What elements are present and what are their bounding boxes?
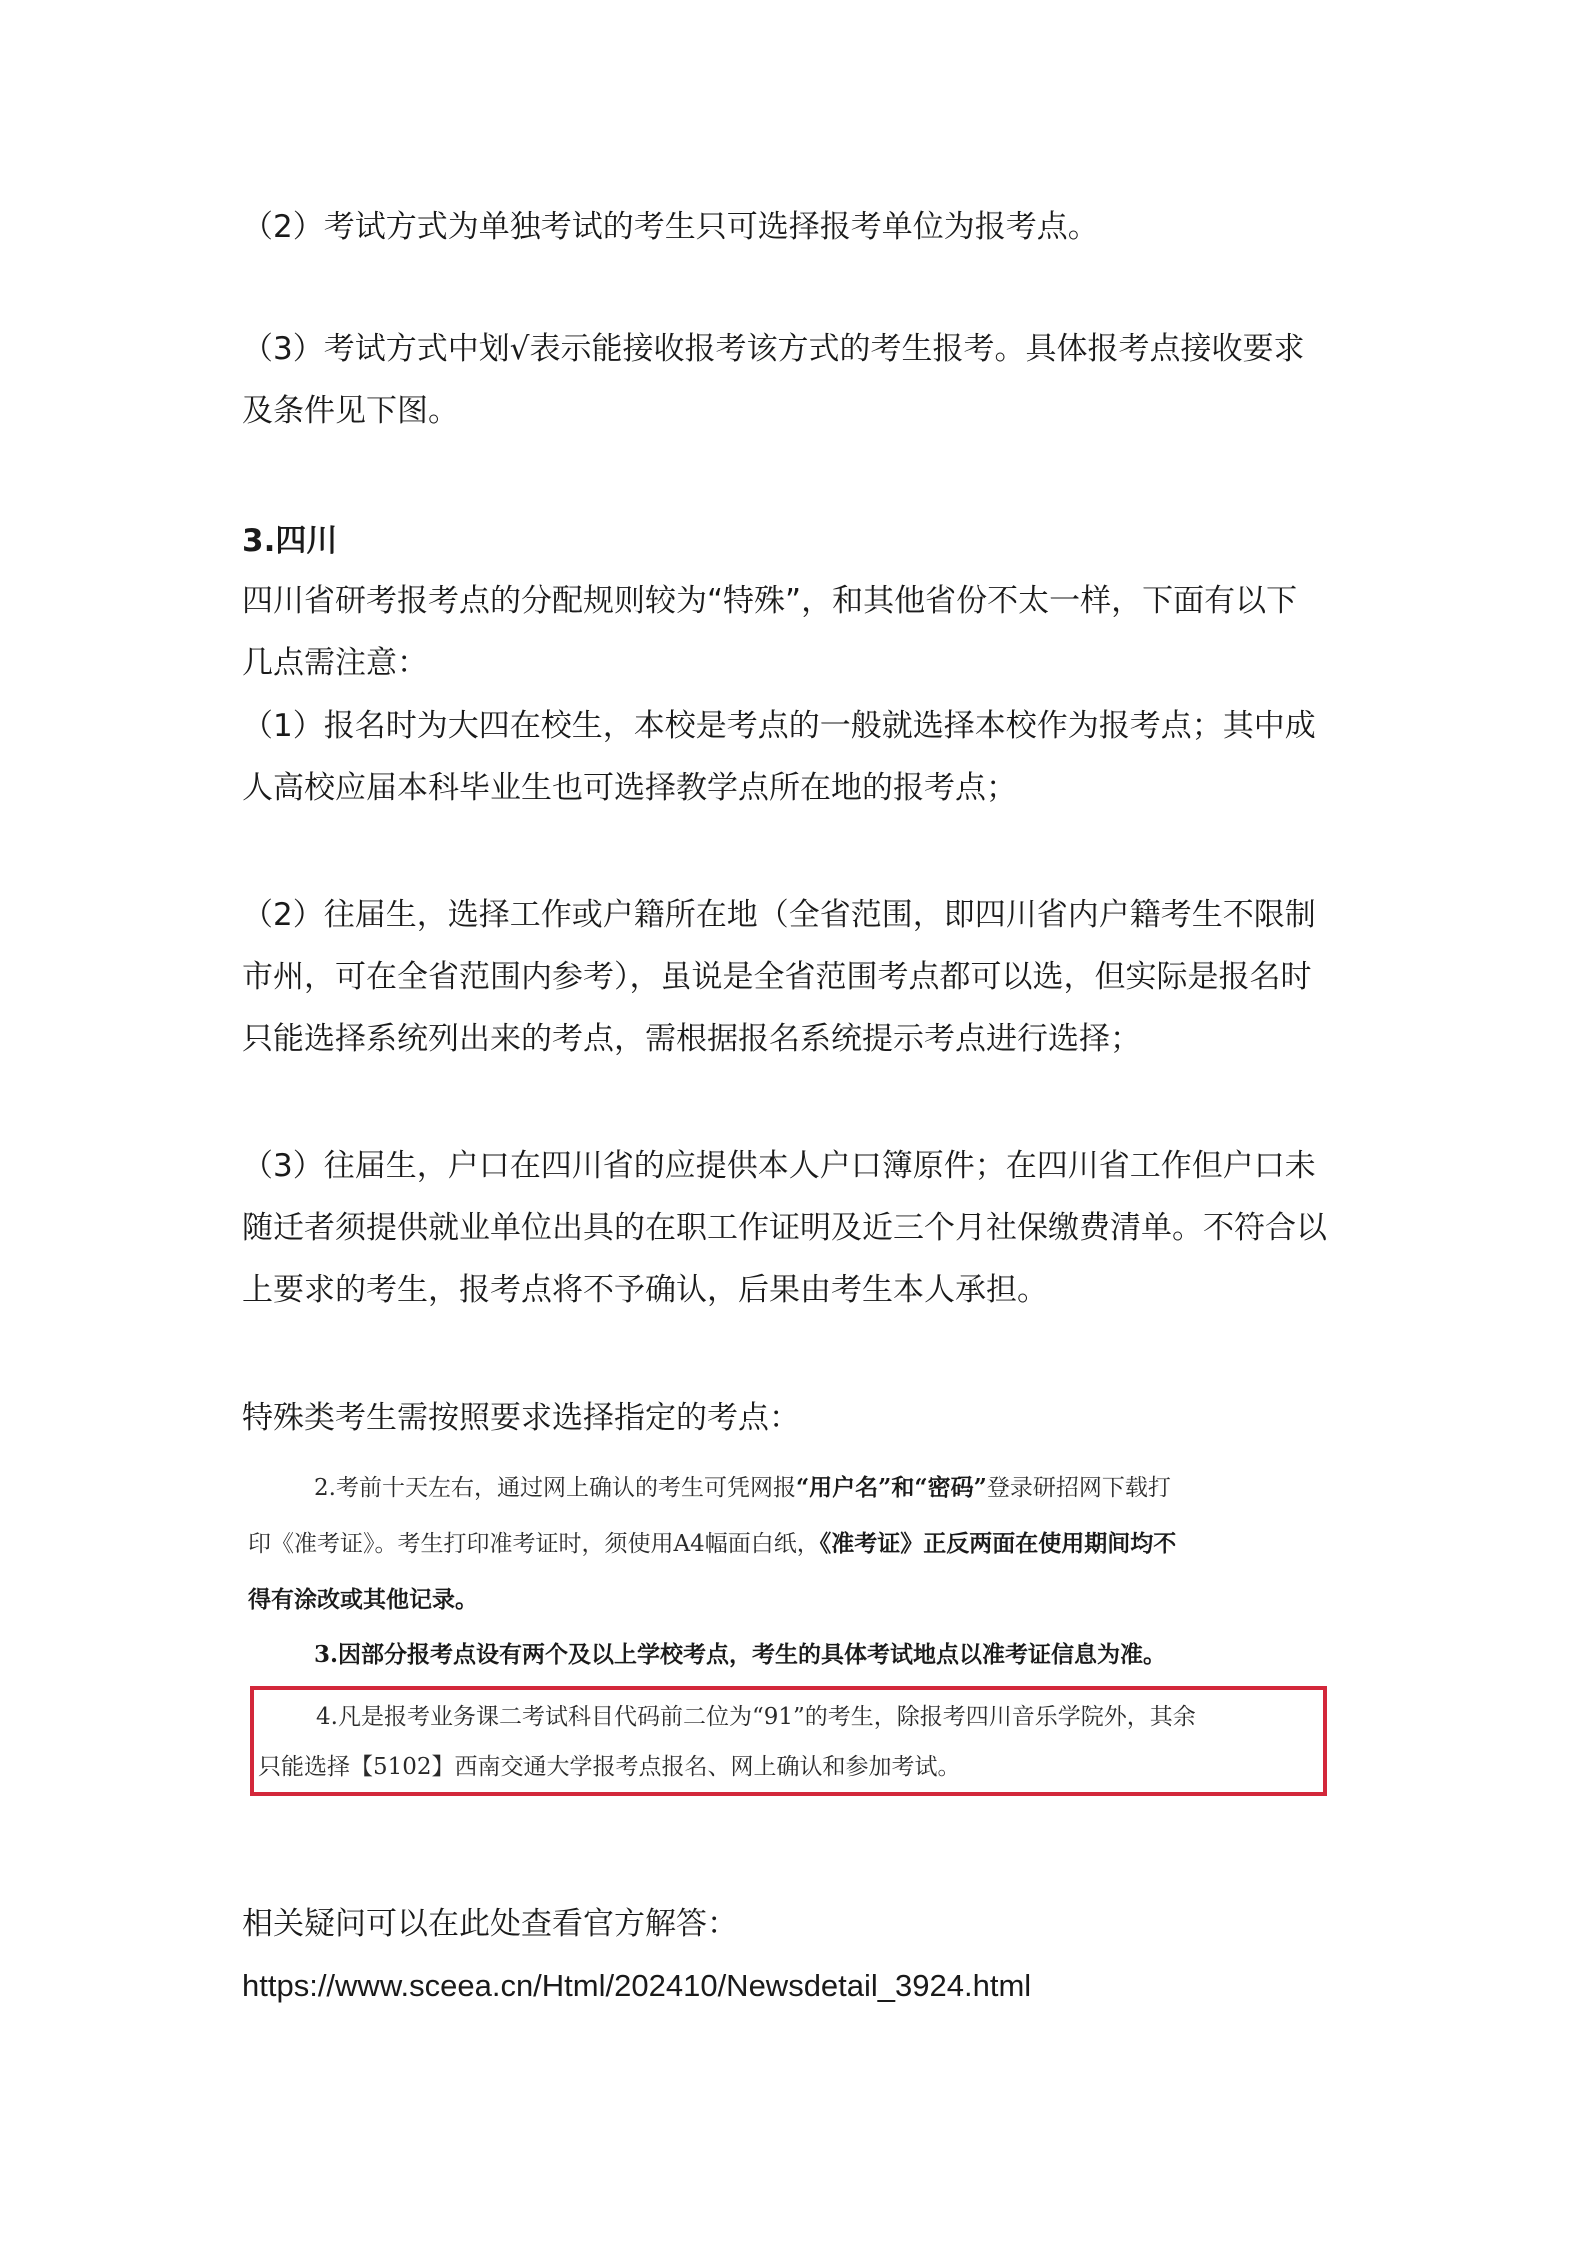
- exam-method-note-2: [242, 196, 1360, 258]
- excerpt-text: 印《准考证》。考生打印准考证时，须使用A4幅面白纸，: [248, 1531, 820, 1557]
- text-line: （1）报名时为大四在校生，本校是考点的一般就选择本校作为报考点；其中成: [242, 708, 1316, 744]
- highlight-box: [250, 1686, 1327, 1796]
- text-line: 只能选择系统列出来的考点，需根据报名系统提示考点进行选择；: [242, 1021, 1141, 1057]
- text-line: （2）往届生，选择工作或户籍所在地（全省范围，即四川省内户籍考生不限制: [242, 897, 1316, 933]
- text-line: （3）考试方式中划√表示能接收报考该方式的考生报考。具体报考点接收要求: [242, 331, 1305, 367]
- faq-label: [242, 1893, 1360, 1955]
- sichuan-rule-1: [242, 695, 1360, 819]
- text-line: 及条件见下图。: [242, 393, 459, 429]
- excerpt-bold-text: “用户名”和“密码”: [795, 1474, 987, 1501]
- excerpt-item-2-line-3: 得有涂改或其他记录。: [248, 1586, 478, 1613]
- excerpt-item-2-line-2: [248, 1516, 1330, 1572]
- excerpt-item-3: 3.因部分报考点设有两个及以上学校考点，考生的具体考试地点以准考证信息为准。: [314, 1641, 1167, 1668]
- sichuan-rule-3: [242, 1135, 1360, 1321]
- special-candidates-note: [242, 1387, 1360, 1449]
- sichuan-intro: [242, 570, 1360, 694]
- text-line: 市州，可在全省范围内参考），虽说是全省范围考点都可以选，但实际是报名时: [242, 959, 1312, 995]
- highlighted-excerpt: [258, 1692, 1196, 1792]
- excerpt-text: 登录研招网下载打: [986, 1475, 1171, 1501]
- text-line: 上要求的考生，报考点将不予确认，后果由考生本人承担。: [242, 1272, 1048, 1308]
- text-line: 四川省研考报考点的分配规则较为“特殊”，和其他省份不太一样，下面有以下: [242, 583, 1298, 619]
- notice-excerpt: [248, 1460, 1330, 1682]
- sichuan-heading: 3.四川: [242, 523, 338, 559]
- text-line: 相关疑问可以在此处查看官方解答：: [242, 1906, 738, 1942]
- sichuan-rule-2: [242, 884, 1360, 1070]
- exam-method-note-3: [242, 318, 1360, 442]
- faq-url: https://www.sceea.cn/Html/202410/Newsdetail_3924.html: [242, 1968, 1032, 2003]
- excerpt-item-2-line-1: [248, 1460, 1330, 1516]
- excerpt-text: 2.考前十天左右，通过网上确认的考生可凭网报: [314, 1475, 796, 1501]
- excerpt-bold-text: 《准考证》正反两面在使用期间均不: [819, 1530, 1177, 1557]
- text-line: 人高校应届本科毕业生也可选择教学点所在地的报考点；: [242, 770, 1017, 806]
- text-line: （2）考试方式为单独考试的考生只可选择报考单位为报考点。: [242, 209, 1099, 245]
- text-line: 随迁者须提供就业单位出具的在职工作证明及近三个月社保缴费清单。不符合以: [242, 1210, 1327, 1246]
- text-line: 几点需注意：: [242, 645, 428, 681]
- text-line: 特殊类考生需按照要求选择指定的考点：: [242, 1400, 800, 1436]
- excerpt-item-4-line-1: 4.凡是报考业务课二考试科目代码前二位为“91”的考生，除报考四川音乐学院外，其余: [316, 1704, 1196, 1730]
- text-line: （3）往届生，户口在四川省的应提供本人户口簿原件；在四川省工作但户口未: [242, 1148, 1316, 1184]
- excerpt-item-4-line-2: 只能选择【5102】西南交通大学报考点报名、网上确认和参加考试。: [258, 1754, 961, 1780]
